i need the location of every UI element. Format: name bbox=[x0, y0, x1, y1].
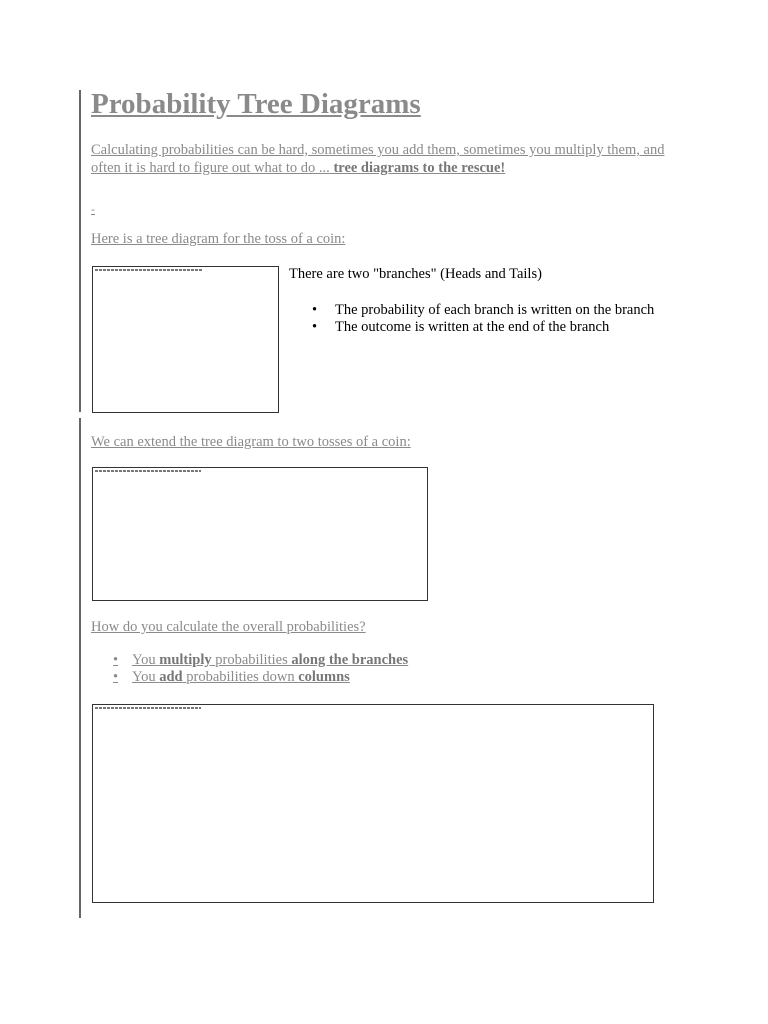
bullet-text: You bbox=[132, 669, 156, 685]
broken-image-label bbox=[95, 707, 201, 709]
broken-image-label bbox=[95, 269, 203, 271]
margin-bar-bottom bbox=[79, 418, 81, 918]
bullet-text: probabilities down bbox=[186, 669, 295, 685]
bullet-bold: columns bbox=[298, 669, 350, 685]
intro-text: Calculating probabilities can be hard, sometimes you add them, sometimes you multiply them, and often it is hard to figure out what to do ... bbox=[91, 142, 665, 176]
bullet-bold: add bbox=[159, 669, 183, 685]
margin-bar-top bbox=[79, 90, 81, 412]
bullet-bold: multiply bbox=[159, 652, 212, 668]
dash-link[interactable]: - bbox=[91, 202, 95, 216]
bullet-dot-icon: • bbox=[113, 652, 119, 668]
intro-bold-text: tree diagrams to the rescue! bbox=[333, 160, 506, 176]
coin-toss-diagram-image bbox=[92, 266, 279, 413]
bullet-bold: along the branches bbox=[291, 652, 409, 668]
calculation-bullets bbox=[113, 652, 408, 686]
branch-bullets bbox=[312, 302, 654, 336]
branches-text: There are two "branches" (Heads and Tails) bbox=[289, 266, 542, 282]
coin-toss-caption[interactable]: Here is a tree diagram for the toss of a coin: bbox=[91, 231, 346, 247]
page-title[interactable]: Probability Tree Diagrams bbox=[91, 88, 421, 120]
two-tosses-caption[interactable]: We can extend the tree diagram to two tosses of a coin: bbox=[91, 434, 411, 450]
multiply-bullet[interactable] bbox=[113, 652, 408, 669]
overall-probabilities-diagram-image bbox=[92, 704, 654, 903]
bullet-dot-icon: • bbox=[113, 669, 119, 685]
overall-probabilities-caption[interactable]: How do you calculate the overall probabilities? bbox=[91, 619, 366, 635]
intro-paragraph[interactable] bbox=[91, 141, 681, 177]
add-bullet[interactable] bbox=[113, 669, 408, 686]
list-item: • The probability of each branch is written on the branch bbox=[312, 302, 654, 319]
bullet-text: You bbox=[132, 652, 156, 668]
two-tosses-diagram-image bbox=[92, 467, 428, 601]
list-item: • The outcome is written at the end of the branch bbox=[312, 319, 654, 336]
bullet-text: probabilities bbox=[215, 652, 288, 668]
broken-image-label bbox=[95, 470, 201, 472]
